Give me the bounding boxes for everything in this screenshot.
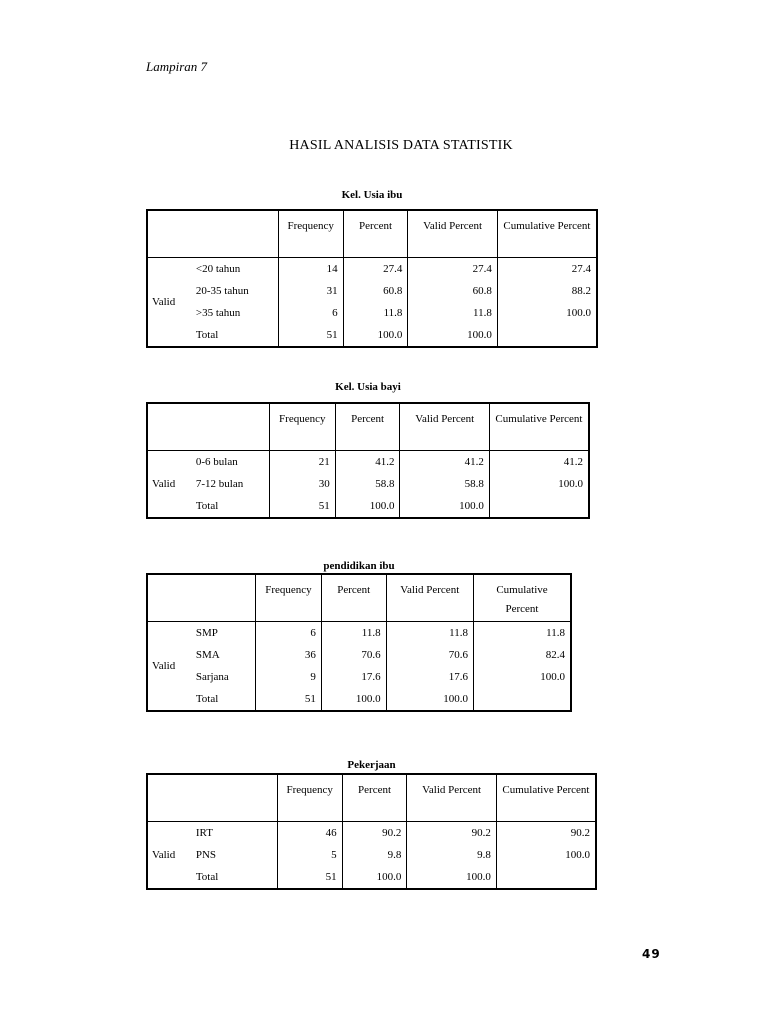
- row-label: <20 tahun: [192, 258, 278, 281]
- cell-frequency: 51: [256, 688, 322, 711]
- column-header-frequency: Frequency: [278, 210, 343, 258]
- table-row: [147, 866, 596, 889]
- header-empty-cell: [147, 403, 192, 451]
- cell-percent: 100.0: [335, 495, 400, 518]
- column-header-percent: Percent: [335, 403, 400, 451]
- cell-valid-percent: 100.0: [407, 866, 496, 889]
- cell-cumulative-percent: 100.0: [566, 307, 591, 319]
- row-label: 7-12 bulan: [192, 473, 269, 495]
- cell-frequency: 9: [256, 666, 322, 688]
- cell-percent: 41.2: [335, 451, 400, 474]
- table-title: pendidikan ibu: [323, 560, 395, 572]
- cell-percent: 100.0: [342, 866, 407, 889]
- valid-label: Valid: [152, 849, 176, 861]
- frequency-table: [146, 573, 572, 712]
- cell-valid-percent: 11.8: [408, 302, 497, 324]
- cell-cumulative-percent: 27.4: [571, 263, 591, 275]
- valid-label: Valid: [152, 296, 176, 308]
- table-header-row: [147, 403, 589, 451]
- table-row: [147, 302, 597, 324]
- table-title: Pekerjaan: [347, 759, 396, 771]
- cell-cumulative-percent: 100.0: [540, 671, 565, 683]
- table-header-row: [147, 574, 571, 622]
- cell-cumulative-percent: 90.2: [570, 827, 590, 839]
- column-header-percent: Percent: [321, 574, 386, 622]
- cell-cumulative-percent: 100.0: [558, 478, 583, 490]
- frequency-table: [146, 209, 598, 348]
- column-header-percent: Percent: [343, 210, 408, 258]
- table-row: [147, 622, 571, 645]
- row-label: SMA: [192, 644, 256, 666]
- cell-valid-percent: 58.8: [400, 473, 489, 495]
- table-row: [147, 473, 589, 495]
- cell-frequency: 6: [278, 302, 343, 324]
- cell-percent: 70.6: [321, 644, 386, 666]
- cell-percent: 60.8: [343, 280, 408, 302]
- column-header-cumulative-percent: Cumulative Percent: [473, 574, 571, 622]
- cell-frequency: 46: [277, 822, 342, 845]
- row-label: Total: [192, 688, 256, 711]
- column-header-valid-percent: Valid Percent: [407, 774, 496, 822]
- cell-valid-percent: 41.2: [400, 451, 489, 474]
- cell-percent: 58.8: [335, 473, 400, 495]
- page-number: 49: [642, 947, 661, 961]
- row-label: PNS: [192, 844, 277, 866]
- column-header-cumulative-percent: Cumulative Percent: [489, 403, 589, 451]
- column-header-percent: Percent: [342, 774, 407, 822]
- header-empty-cell: [192, 210, 278, 258]
- table-row: [147, 666, 571, 688]
- cell-cumulative-percent: 41.2: [563, 456, 583, 468]
- cell-valid-percent: 11.8: [386, 622, 473, 645]
- column-header-valid-percent: Valid Percent: [386, 574, 473, 622]
- cell-valid-percent: 100.0: [408, 324, 497, 347]
- cell-percent: 9.8: [342, 844, 407, 866]
- cell-valid-percent: 100.0: [386, 688, 473, 711]
- cell-percent: 11.8: [343, 302, 408, 324]
- table-row: [147, 280, 597, 302]
- cell-percent: 11.8: [321, 622, 386, 645]
- cell-cumulative-percent: 11.8: [546, 627, 565, 639]
- appendix-label: Lampiran 7: [146, 59, 208, 74]
- cell-frequency: 51: [277, 866, 342, 889]
- table-row: [147, 495, 589, 518]
- cell-percent: 100.0: [321, 688, 386, 711]
- header-empty-cell: [192, 574, 256, 622]
- row-label: IRT: [192, 822, 277, 845]
- table-row: [147, 844, 596, 866]
- row-label: Total: [192, 866, 277, 889]
- header-empty-cell: [147, 774, 192, 822]
- row-label: Total: [192, 324, 278, 347]
- cell-percent: 17.6: [321, 666, 386, 688]
- valid-label: Valid: [152, 478, 176, 490]
- cell-frequency: 21: [269, 451, 335, 474]
- cell-cumulative-percent: 82.4: [545, 649, 565, 661]
- cell-valid-percent: 60.8: [408, 280, 497, 302]
- row-label: 0-6 bulan: [192, 451, 269, 474]
- cell-valid-percent: 90.2: [407, 822, 496, 845]
- header-empty-cell: [147, 210, 192, 258]
- frequency-table: [146, 773, 597, 890]
- cell-valid-percent: 9.8: [407, 844, 496, 866]
- column-header-cumulative-percent: Cumulative Percent: [497, 210, 597, 258]
- cell-valid-percent: 17.6: [386, 666, 473, 688]
- table-header-row: [147, 774, 596, 822]
- table-row: [147, 258, 597, 281]
- table-row: [147, 688, 571, 711]
- header-empty-cell: [147, 574, 192, 622]
- cell-frequency: 31: [278, 280, 343, 302]
- cell-cumulative-percent: [496, 866, 596, 889]
- table-title: Kel. Usia ibu: [341, 189, 403, 201]
- cell-valid-percent: 27.4: [408, 258, 497, 281]
- cell-cumulative-percent: 88.2: [571, 285, 591, 297]
- row-label: Total: [192, 495, 269, 518]
- table-row: [147, 451, 589, 474]
- row-label: SMP: [192, 622, 256, 645]
- cell-percent: 27.4: [343, 258, 408, 281]
- cell-percent: 90.2: [342, 822, 407, 845]
- cell-frequency: 36: [256, 644, 322, 666]
- column-header-frequency: Frequency: [277, 774, 342, 822]
- frequency-table: [146, 402, 590, 519]
- table-row: [147, 822, 596, 845]
- column-header-cumulative-percent: Cumulative Percent: [496, 774, 596, 822]
- row-label: Sarjana: [192, 666, 256, 688]
- cell-cumulative-percent: 100.0: [565, 849, 590, 861]
- page-title: HASIL ANALISIS DATA STATISTIK: [289, 138, 513, 153]
- row-label: 20-35 tahun: [192, 280, 278, 302]
- cell-frequency: 51: [269, 495, 335, 518]
- header-empty-cell: [192, 403, 269, 451]
- cell-percent: 100.0: [343, 324, 408, 347]
- valid-label: Valid: [152, 660, 176, 672]
- column-header-valid-percent: Valid Percent: [408, 210, 497, 258]
- column-header-frequency: Frequency: [256, 574, 322, 622]
- cell-cumulative-percent: [489, 495, 589, 518]
- cell-frequency: 14: [278, 258, 343, 281]
- table-title: Kel. Usia bayi: [335, 381, 401, 393]
- cell-cumulative-percent: [497, 324, 597, 347]
- cell-frequency: 6: [256, 622, 322, 645]
- cell-frequency: 51: [278, 324, 343, 347]
- cell-frequency: 30: [269, 473, 335, 495]
- cell-frequency: 5: [277, 844, 342, 866]
- cell-valid-percent: 70.6: [386, 644, 473, 666]
- cell-cumulative-percent: [473, 688, 571, 711]
- header-empty-cell: [192, 774, 277, 822]
- table-row: [147, 324, 597, 347]
- table-header-row: [147, 210, 597, 258]
- row-label: >35 tahun: [192, 302, 278, 324]
- table-row: [147, 644, 571, 666]
- cell-valid-percent: 100.0: [400, 495, 489, 518]
- column-header-valid-percent: Valid Percent: [400, 403, 489, 451]
- column-header-frequency: Frequency: [269, 403, 335, 451]
